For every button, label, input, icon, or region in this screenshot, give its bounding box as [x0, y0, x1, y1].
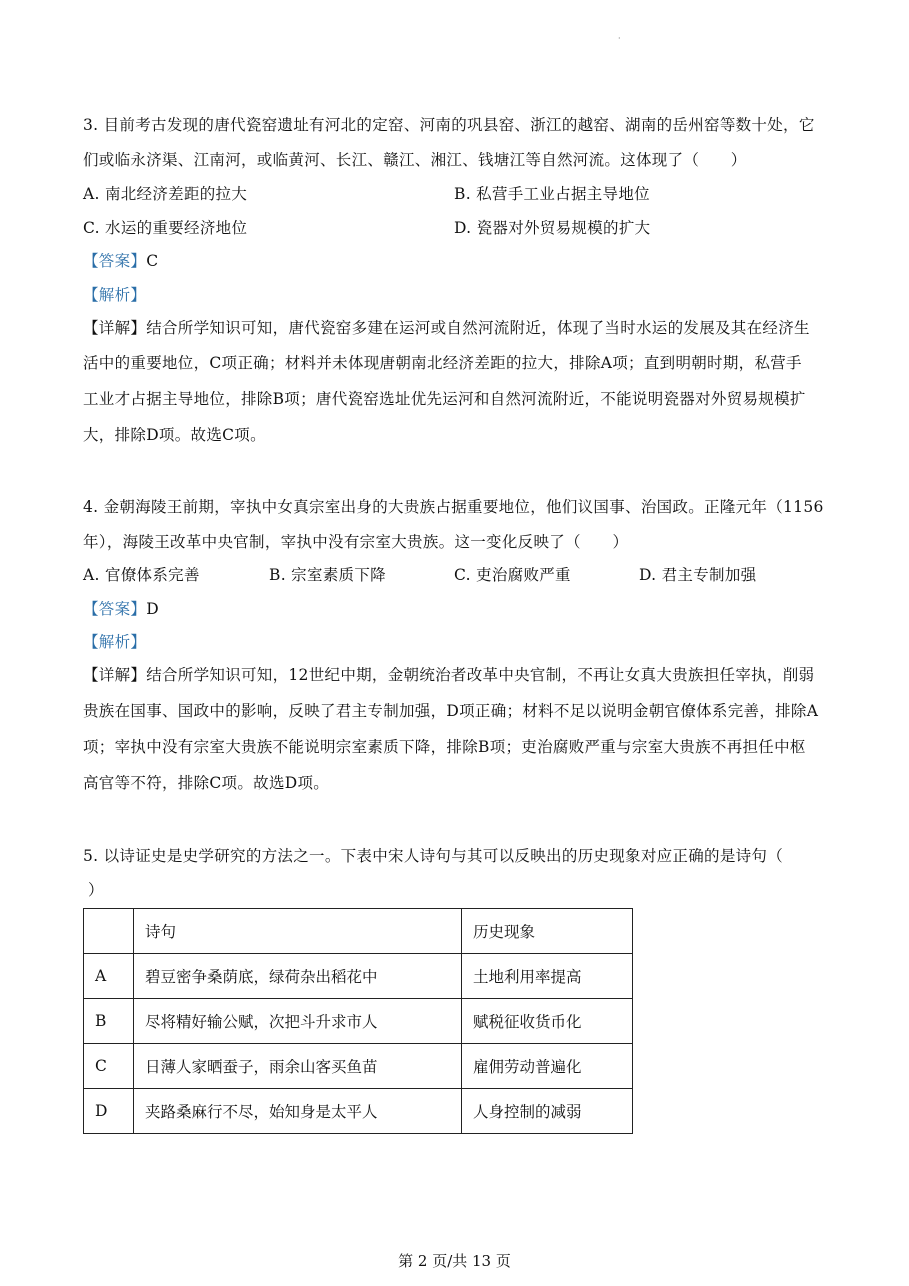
top-dot-mark: ·: [618, 34, 621, 43]
q4-option-c: C. 吏治腐败严重: [454, 566, 571, 584]
q4-answer-value: D: [146, 600, 159, 618]
q4-option-d: D. 君主专制加强: [639, 566, 757, 584]
q4-option-b: B. 宗室素质下降: [269, 566, 386, 584]
q4-analysis-tag: 【解析】: [83, 633, 147, 651]
q3-detail-line2: 活中的重要地位，C项正确；材料并未体现唐朝南北经济差距的拉大，排除A项；直到明朝时期，私营手: [83, 354, 802, 372]
q4-detail-line2: 贵族在国事、国政中的影响，反映了君主专制加强，D项正确；材料不足以说明金朝官僚体系完善，排除A: [83, 702, 819, 720]
q4-detail-line1: 【详解】结合所学知识可知，12世纪中期，金朝统治者改革中央官制，不再让女真大贵族担任宰执，削弱: [83, 666, 815, 684]
q3-detail-line3: 工业才占据主导地位，排除B项；唐代瓷窑选址优先运河和自然河流附近，不能说明瓷器对外贸易规模扩: [83, 390, 806, 408]
table-row-phenomenon: 赋税征收货币化: [462, 999, 633, 1044]
table-row: [84, 1044, 633, 1089]
table-header-row: [84, 909, 633, 954]
table-row-phenomenon: 人身控制的减弱: [462, 1089, 633, 1134]
table-row-phenomenon: 雇佣劳动普遍化: [462, 1044, 633, 1089]
table-row-poem: 碧豆密争桑荫底，绿荷杂出稻花中: [134, 954, 462, 999]
q3-option-b: B. 私营手工业占据主导地位: [454, 185, 650, 203]
table-row: [84, 1089, 633, 1134]
table-row-poem: 夹路桑麻行不尽，始知身是太平人: [134, 1089, 462, 1134]
q4-stem-line2: 年），海陵王改革中央官制，宰执中没有宗室大贵族。这一变化反映了（ ）: [83, 533, 629, 551]
q3-detail-line1: 【详解】结合所学知识可知，唐代瓷窑多建在运河或自然河流附近，体现了当时水运的发展及其在经济生: [83, 319, 810, 337]
table-row-label: D: [84, 1089, 134, 1134]
q3-answer: [83, 249, 158, 271]
table-row-label: B: [84, 999, 134, 1044]
q4-answer-tag: 【答案】: [83, 600, 147, 618]
q3-option-a: A. 南北经济差距的拉大: [83, 185, 248, 203]
q3-analysis-tag: 【解析】: [83, 286, 147, 304]
q3-detail-line4: 大，排除D项。故选C项。: [83, 426, 266, 444]
table-row: [84, 999, 633, 1044]
q3-option-d: D. 瓷器对外贸易规模的扩大: [454, 219, 651, 237]
q5-stem-line2: ）: [88, 881, 104, 899]
table-header-cell: [84, 909, 134, 954]
table-header-phenomenon: 历史现象: [462, 909, 633, 954]
q4-detail-line4: 高官等不符，排除C项。故选D项。: [83, 774, 330, 792]
q3-stem-line1: 3. 目前考古发现的唐代瓷窑遗址有河北的定窑、河南的巩县窑、浙江的越窑、湖南的岳州窑等数十处，它: [83, 116, 815, 134]
q3-answer-tag: 【答案】: [83, 252, 147, 270]
q4-stem-line1: 4. 金朝海陵王前期，宰执中女真宗室出身的大贵族占据重要地位，他们议国事、治国政。正隆元年（1156: [83, 498, 824, 516]
table-row-poem: 日薄人家晒蚕子，雨余山客买鱼苗: [134, 1044, 462, 1089]
table-row-label: A: [84, 954, 134, 999]
q4-option-a: A. 官僚体系完善: [83, 566, 200, 584]
table-row-poem: 尽将精好输公赋，次把斗升求市人: [134, 999, 462, 1044]
poem-table: [83, 908, 633, 1134]
q3-stem-line2: 们或临永济渠、江南河，或临黄河、长江、赣江、湘江、钱塘江等自然河流。这体现了（ ）: [83, 151, 747, 169]
q3-option-c: C. 水运的重要经济地位: [83, 219, 248, 237]
q5-stem-line1: 5. 以诗证史是史学研究的方法之一。下表中宋人诗句与其可以反映出的历史现象对应正确的是诗句（: [83, 847, 784, 865]
q4-detail-line3: 项；宰执中没有宗室大贵族不能说明宗室素质下降，排除B项；吏治腐败严重与宗室大贵族不再担任中枢: [83, 738, 806, 756]
table-row-phenomenon: 土地利用率提高: [462, 954, 633, 999]
table-header-poem: 诗句: [134, 909, 462, 954]
table-row-label: C: [84, 1044, 134, 1089]
page-footer: 第 2 页/共 13 页: [398, 1252, 511, 1270]
table-row: [84, 954, 633, 999]
q4-answer: [83, 597, 159, 619]
q3-answer-value: C: [146, 252, 159, 270]
